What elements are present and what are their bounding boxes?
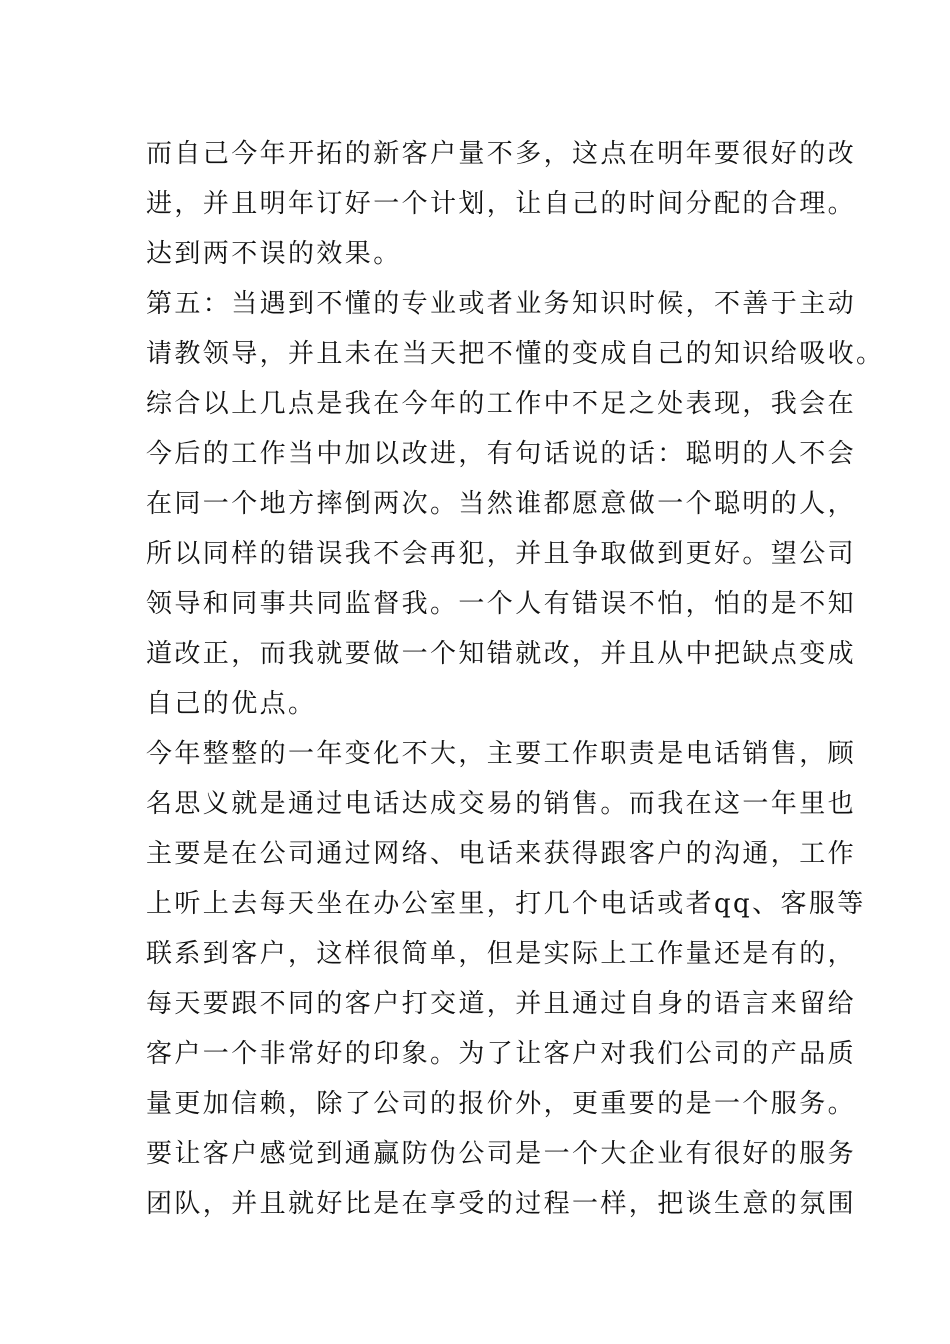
text-line: 主要是在公司通过网络、电话来获得跟客户的沟通，工作: [146, 839, 857, 869]
text-line: 要让客户感觉到通赢防伪公司是一个大企业有很好的服务: [146, 1139, 857, 1169]
text-line: 客户一个非常好的印象。为了让客户对我们公司的产品质: [146, 1039, 857, 1069]
text-line: 团队，并且就好比是在享受的过程一样，把谈生意的氛围: [146, 1189, 857, 1219]
text-line: 进，并且明年订好一个计划，让自己的时间分配的合理。: [146, 189, 857, 219]
text-line: 第五：当遇到不懂的专业或者业务知识时候，不善于主动: [146, 289, 857, 319]
text-line: 上听上去每天坐在办公室里，打几个电话或者qq、客服等: [146, 889, 866, 919]
text-line: 道改正，而我就要做一个知错就改，并且从中把缺点变成: [146, 639, 857, 669]
text-line: 今年整整的一年变化不大，主要工作职责是电话销售，顾: [146, 739, 857, 769]
body-text: [146, 129, 885, 1229]
text-line: 达到两不误的效果。: [146, 239, 402, 269]
text-line: 在同一个地方摔倒两次。当然谁都愿意做一个聪明的人，: [146, 489, 857, 519]
text-line: 名思义就是通过电话达成交易的销售。而我在这一年里也: [146, 789, 857, 819]
text-line: 领导和同事共同监督我。一个人有错误不怕，怕的是不知: [146, 589, 857, 619]
text-line: 请教领导，并且未在当天把不懂的变成自己的知识给吸收。: [146, 339, 885, 369]
text-line: 联系到客户，这样很简单，但是实际上工作量还是有的，: [146, 939, 857, 969]
text-line: 每天要跟不同的客户打交道，并且通过自身的语言来留给: [146, 989, 857, 1019]
text-line: 所以同样的错误我不会再犯，并且争取做到更好。望公司: [146, 539, 857, 569]
text-line: 而自己今年开拓的新客户量不多，这点在明年要很好的改: [146, 139, 857, 169]
text-line: 量更加信赖，除了公司的报价外，更重要的是一个服务。: [146, 1089, 857, 1119]
text-line: 自己的优点。: [146, 689, 317, 719]
text-line: 今后的工作当中加以改进，有句话说的话：聪明的人不会: [146, 439, 857, 469]
text-line: 综合以上几点是我在今年的工作中不足之处表现，我会在: [146, 389, 857, 419]
